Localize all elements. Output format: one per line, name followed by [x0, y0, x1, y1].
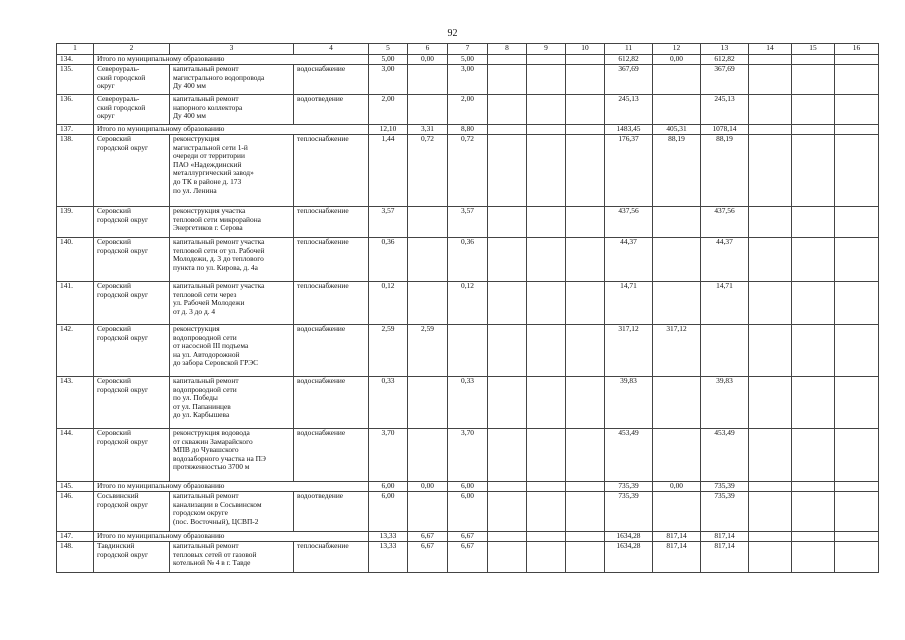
cell-c14: [749, 429, 792, 482]
cell-c6: [408, 492, 448, 532]
cell-c10: [566, 542, 605, 573]
cell-c9: [527, 135, 566, 207]
cell-c8: [488, 135, 527, 207]
column-header-15: 15: [792, 44, 835, 55]
cell-num: 141.: [57, 282, 94, 325]
cell-num: 139.: [57, 207, 94, 238]
cell-c7: 6,67: [448, 542, 488, 573]
cell-c11: 437,56: [605, 207, 653, 238]
cell-c9: [527, 65, 566, 95]
cell-c8: [488, 65, 527, 95]
cell-c10: [566, 207, 605, 238]
cell-c3: реконструкция участка тепловой сети микрорайона Энергетиков г. Серова: [170, 207, 294, 238]
table-row: [57, 135, 879, 207]
cell-c14: [749, 238, 792, 282]
cell-c15: [792, 325, 835, 377]
cell-c13: 245,13: [701, 95, 749, 125]
cell-c5: 6,00: [369, 482, 408, 492]
cell-c2: Серовский городской округ: [94, 238, 170, 282]
cell-c8: [488, 207, 527, 238]
table-row: [57, 95, 879, 125]
cell-c15: [792, 95, 835, 125]
cell-c13: 735,39: [701, 492, 749, 532]
cell-c4: водоснабжение: [294, 65, 369, 95]
cell-c3: капитальный ремонт тепловых сетей от газовой котельной № 4 в г. Тавде: [170, 542, 294, 573]
cell-c16: [835, 238, 879, 282]
cell-c7: 0,36: [448, 238, 488, 282]
cell-num: 148.: [57, 542, 94, 573]
cell-c13: 367,69: [701, 65, 749, 95]
table-row: [57, 542, 879, 573]
cell-c15: [792, 542, 835, 573]
cell-c10: [566, 135, 605, 207]
cell-c14: [749, 65, 792, 95]
cell-c2: Серовский городской округ: [94, 429, 170, 482]
column-header-9: 9: [527, 44, 566, 55]
cell-c16: [835, 482, 879, 492]
column-header-4: 4: [294, 44, 369, 55]
cell-c13: 612,82: [701, 55, 749, 65]
cell-c8: [488, 429, 527, 482]
cell-c14: [749, 135, 792, 207]
table-row: [57, 238, 879, 282]
cell-c12: 0,00: [653, 482, 701, 492]
cell-c13: 817,14: [701, 532, 749, 542]
cell-c12: [653, 65, 701, 95]
cell-c11: 1634,28: [605, 532, 653, 542]
cell-c6: 3,31: [408, 125, 448, 135]
cell-c11: 176,37: [605, 135, 653, 207]
cell-c4: теплоснабжение: [294, 207, 369, 238]
cell-c10: [566, 95, 605, 125]
cell-c16: [835, 95, 879, 125]
cell-c6: 2,59: [408, 325, 448, 377]
cell-c16: [835, 542, 879, 573]
cell-c9: [527, 325, 566, 377]
cell-c12: 405,31: [653, 125, 701, 135]
cell-c5: 0,36: [369, 238, 408, 282]
cell-c6: [408, 429, 448, 482]
cell-c10: [566, 429, 605, 482]
cell-c15: [792, 282, 835, 325]
cell-c4: теплоснабжение: [294, 238, 369, 282]
cell-c9: [527, 95, 566, 125]
cell-c15: [792, 482, 835, 492]
cell-c6: [408, 238, 448, 282]
cell-c10: [566, 125, 605, 135]
cell-c5: 3,70: [369, 429, 408, 482]
cell-c16: [835, 429, 879, 482]
cell-c2: Тавдинский городской округ: [94, 542, 170, 573]
table-row: [57, 377, 879, 429]
column-header-8: 8: [488, 44, 527, 55]
cell-c13: 14,71: [701, 282, 749, 325]
cell-c12: [653, 429, 701, 482]
cell-c15: [792, 492, 835, 532]
column-header-1: 1: [57, 44, 94, 55]
cell-c7: 2,00: [448, 95, 488, 125]
cell-c11: 453,49: [605, 429, 653, 482]
total-row: [57, 55, 879, 65]
cell-c7: 6,00: [448, 492, 488, 532]
cell-c13: 453,49: [701, 429, 749, 482]
cell-num: 143.: [57, 377, 94, 429]
cell-c14: [749, 482, 792, 492]
cell-c6: 6,67: [408, 542, 448, 573]
cell-c14: [749, 377, 792, 429]
cell-c7: 0,12: [448, 282, 488, 325]
cell-c10: [566, 325, 605, 377]
cell-c7: 6,67: [448, 532, 488, 542]
cell-label: Итого по муниципальному образованию: [94, 125, 369, 135]
cell-c2: Сосьвинский городской округ: [94, 492, 170, 532]
cell-c7: 0,72: [448, 135, 488, 207]
cell-c11: 44,37: [605, 238, 653, 282]
cell-c7: 3,70: [448, 429, 488, 482]
cell-c6: 0,00: [408, 55, 448, 65]
cell-c3: капитальный ремонт магистрального водопровода Ду 400 мм: [170, 65, 294, 95]
cell-c4: водоотведение: [294, 95, 369, 125]
cell-c7: [448, 325, 488, 377]
cell-c5: 0,33: [369, 377, 408, 429]
cell-c15: [792, 207, 835, 238]
cell-c8: [488, 542, 527, 573]
cell-num: 138.: [57, 135, 94, 207]
total-row: [57, 532, 879, 542]
column-header-10: 10: [566, 44, 605, 55]
cell-c10: [566, 65, 605, 95]
cell-c3: капитальный ремонт участка тепловой сети через ул. Рабочей Молодежи от д. 3 до д. 4: [170, 282, 294, 325]
cell-c7: 0,33: [448, 377, 488, 429]
cell-c8: [488, 282, 527, 325]
cell-c3: реконструкция водопроводной сети от насосной III подъема на ул. Автодорожной до забора Серовской ГРЭС: [170, 325, 294, 377]
cell-c6: [408, 282, 448, 325]
cell-c5: 12,10: [369, 125, 408, 135]
column-header-6: 6: [408, 44, 448, 55]
cell-c10: [566, 55, 605, 65]
cell-c14: [749, 207, 792, 238]
cell-c15: [792, 238, 835, 282]
cell-c8: [488, 377, 527, 429]
cell-c9: [527, 125, 566, 135]
cell-num: 135.: [57, 65, 94, 95]
column-header-14: 14: [749, 44, 792, 55]
cell-num: 145.: [57, 482, 94, 492]
cell-c10: [566, 482, 605, 492]
cell-c16: [835, 492, 879, 532]
cell-c3: реконструкция водовода от скважин Замарайского МПВ до Чувашского водозаборного участка на ПЭ протяженностью 3700 м: [170, 429, 294, 482]
cell-c11: 735,39: [605, 482, 653, 492]
cell-c13: 437,56: [701, 207, 749, 238]
cell-c7: 6,00: [448, 482, 488, 492]
cell-c9: [527, 377, 566, 429]
cell-c11: 1483,45: [605, 125, 653, 135]
cell-c15: [792, 135, 835, 207]
cell-c12: [653, 238, 701, 282]
data-table: [56, 43, 879, 573]
cell-c5: 5,00: [369, 55, 408, 65]
column-header-13: 13: [701, 44, 749, 55]
cell-c10: [566, 238, 605, 282]
table-row: [57, 282, 879, 325]
cell-c10: [566, 492, 605, 532]
cell-c16: [835, 377, 879, 429]
cell-c12: 817,14: [653, 542, 701, 573]
total-row: [57, 482, 879, 492]
cell-c6: [408, 377, 448, 429]
cell-c15: [792, 377, 835, 429]
cell-c16: [835, 55, 879, 65]
cell-c7: 3,00: [448, 65, 488, 95]
cell-c15: [792, 55, 835, 65]
cell-c16: [835, 135, 879, 207]
cell-c13: 817,14: [701, 542, 749, 573]
cell-c6: [408, 65, 448, 95]
table-row: [57, 207, 879, 238]
cell-c11: 317,12: [605, 325, 653, 377]
cell-c8: [488, 532, 527, 542]
cell-c4: теплоснабжение: [294, 135, 369, 207]
cell-c14: [749, 282, 792, 325]
cell-c4: теплоснабжение: [294, 542, 369, 573]
cell-c5: 1,44: [369, 135, 408, 207]
cell-c14: [749, 55, 792, 65]
cell-c12: 88,19: [653, 135, 701, 207]
column-header-16: 16: [835, 44, 879, 55]
cell-c16: [835, 207, 879, 238]
cell-label: Итого по муниципальному образованию: [94, 532, 369, 542]
cell-c16: [835, 65, 879, 95]
cell-c14: [749, 325, 792, 377]
cell-c16: [835, 282, 879, 325]
cell-c11: 1634,28: [605, 542, 653, 573]
cell-c13: 88,19: [701, 135, 749, 207]
total-row: [57, 125, 879, 135]
cell-c9: [527, 55, 566, 65]
cell-num: 142.: [57, 325, 94, 377]
cell-c11: 39,83: [605, 377, 653, 429]
column-header-5: 5: [369, 44, 408, 55]
cell-c4: водоснабжение: [294, 325, 369, 377]
cell-c12: [653, 95, 701, 125]
cell-c11: 735,39: [605, 492, 653, 532]
cell-c12: [653, 492, 701, 532]
cell-num: 147.: [57, 532, 94, 542]
cell-c7: 8,80: [448, 125, 488, 135]
cell-c8: [488, 238, 527, 282]
cell-c8: [488, 125, 527, 135]
cell-c3: реконструкция магистральной сети 1-й очереди от территории ПАО «Надеждинский металлургический завод» до ТК в районе д. 173 по ул. Ленина: [170, 135, 294, 207]
cell-c9: [527, 492, 566, 532]
cell-c3: капитальный ремонт напорного коллектора Ду 400 мм: [170, 95, 294, 125]
cell-c8: [488, 55, 527, 65]
cell-c16: [835, 325, 879, 377]
cell-c12: [653, 377, 701, 429]
cell-c6: 0,00: [408, 482, 448, 492]
cell-c14: [749, 125, 792, 135]
cell-c11: 367,69: [605, 65, 653, 95]
cell-c10: [566, 282, 605, 325]
cell-c5: 0,12: [369, 282, 408, 325]
table-row: [57, 325, 879, 377]
cell-c14: [749, 492, 792, 532]
cell-c16: [835, 532, 879, 542]
cell-c12: [653, 282, 701, 325]
table-row: [57, 492, 879, 532]
cell-c10: [566, 377, 605, 429]
cell-num: 146.: [57, 492, 94, 532]
cell-c6: [408, 95, 448, 125]
cell-c11: 14,71: [605, 282, 653, 325]
cell-c8: [488, 492, 527, 532]
cell-c5: 13,33: [369, 532, 408, 542]
cell-c5: 3,00: [369, 65, 408, 95]
column-header-12: 12: [653, 44, 701, 55]
cell-c2: Серовский городской округ: [94, 207, 170, 238]
cell-num: 144.: [57, 429, 94, 482]
cell-c3: капитальный ремонт канализации в Сосьвинском городском округе (пос. Восточный), ЦСВП-2: [170, 492, 294, 532]
cell-c6: 0,72: [408, 135, 448, 207]
cell-c13: 44,37: [701, 238, 749, 282]
cell-c7: 5,00: [448, 55, 488, 65]
cell-c4: теплоснабжение: [294, 282, 369, 325]
cell-c8: [488, 325, 527, 377]
cell-c2: Североураль- ский городской округ: [94, 95, 170, 125]
page-number: 92: [447, 28, 458, 39]
cell-c5: 2,00: [369, 95, 408, 125]
cell-c7: 3,57: [448, 207, 488, 238]
column-header-7: 7: [448, 44, 488, 55]
cell-num: 140.: [57, 238, 94, 282]
cell-c2: Серовский городской округ: [94, 325, 170, 377]
cell-c5: 2,59: [369, 325, 408, 377]
cell-c15: [792, 65, 835, 95]
cell-num: 134.: [57, 55, 94, 65]
cell-c14: [749, 532, 792, 542]
cell-c8: [488, 95, 527, 125]
column-header-2: 2: [94, 44, 170, 55]
cell-c2: Серовский городской округ: [94, 377, 170, 429]
cell-c12: [653, 207, 701, 238]
cell-num: 136.: [57, 95, 94, 125]
cell-c5: 13,33: [369, 542, 408, 573]
cell-c15: [792, 429, 835, 482]
cell-c9: [527, 482, 566, 492]
cell-c12: 317,12: [653, 325, 701, 377]
cell-c3: капитальный ремонт участка тепловой сети от ул. Рабочей Молодежи, д. 3 до теплового пункта по ул. Кирова, д. 4а: [170, 238, 294, 282]
cell-c9: [527, 542, 566, 573]
cell-c14: [749, 95, 792, 125]
table-row: [57, 65, 879, 95]
cell-c3: капитальный ремонт водопроводной сети по ул. Победы от ул. Папанинцев до ул. Карбышева: [170, 377, 294, 429]
cell-c9: [527, 207, 566, 238]
cell-c10: [566, 532, 605, 542]
cell-c9: [527, 238, 566, 282]
cell-c9: [527, 282, 566, 325]
cell-c5: 6,00: [369, 492, 408, 532]
cell-c6: 6,67: [408, 532, 448, 542]
cell-c9: [527, 532, 566, 542]
cell-c15: [792, 125, 835, 135]
cell-c4: водоснабжение: [294, 429, 369, 482]
cell-num: 137.: [57, 125, 94, 135]
cell-c13: 39,83: [701, 377, 749, 429]
cell-c2: Серовский городской округ: [94, 282, 170, 325]
cell-c13: [701, 325, 749, 377]
cell-c2: Североураль- ский городской округ: [94, 65, 170, 95]
table-row: [57, 429, 879, 482]
cell-c12: 0,00: [653, 55, 701, 65]
cell-c14: [749, 542, 792, 573]
cell-c8: [488, 482, 527, 492]
cell-c11: 612,82: [605, 55, 653, 65]
cell-c6: [408, 207, 448, 238]
cell-c13: 1078,14: [701, 125, 749, 135]
cell-c4: водоотведение: [294, 492, 369, 532]
cell-c15: [792, 532, 835, 542]
cell-label: Итого по муниципальному образованию: [94, 482, 369, 492]
cell-c5: 3,57: [369, 207, 408, 238]
cell-c4: водоснабжение: [294, 377, 369, 429]
cell-c9: [527, 429, 566, 482]
column-header-row: [57, 44, 879, 55]
cell-c16: [835, 125, 879, 135]
cell-label: Итого по муниципальному образованию: [94, 55, 369, 65]
cell-c13: 735,39: [701, 482, 749, 492]
column-header-11: 11: [605, 44, 653, 55]
cell-c2: Серовский городской округ: [94, 135, 170, 207]
column-header-3: 3: [170, 44, 294, 55]
cell-c12: 817,14: [653, 532, 701, 542]
cell-c11: 245,13: [605, 95, 653, 125]
